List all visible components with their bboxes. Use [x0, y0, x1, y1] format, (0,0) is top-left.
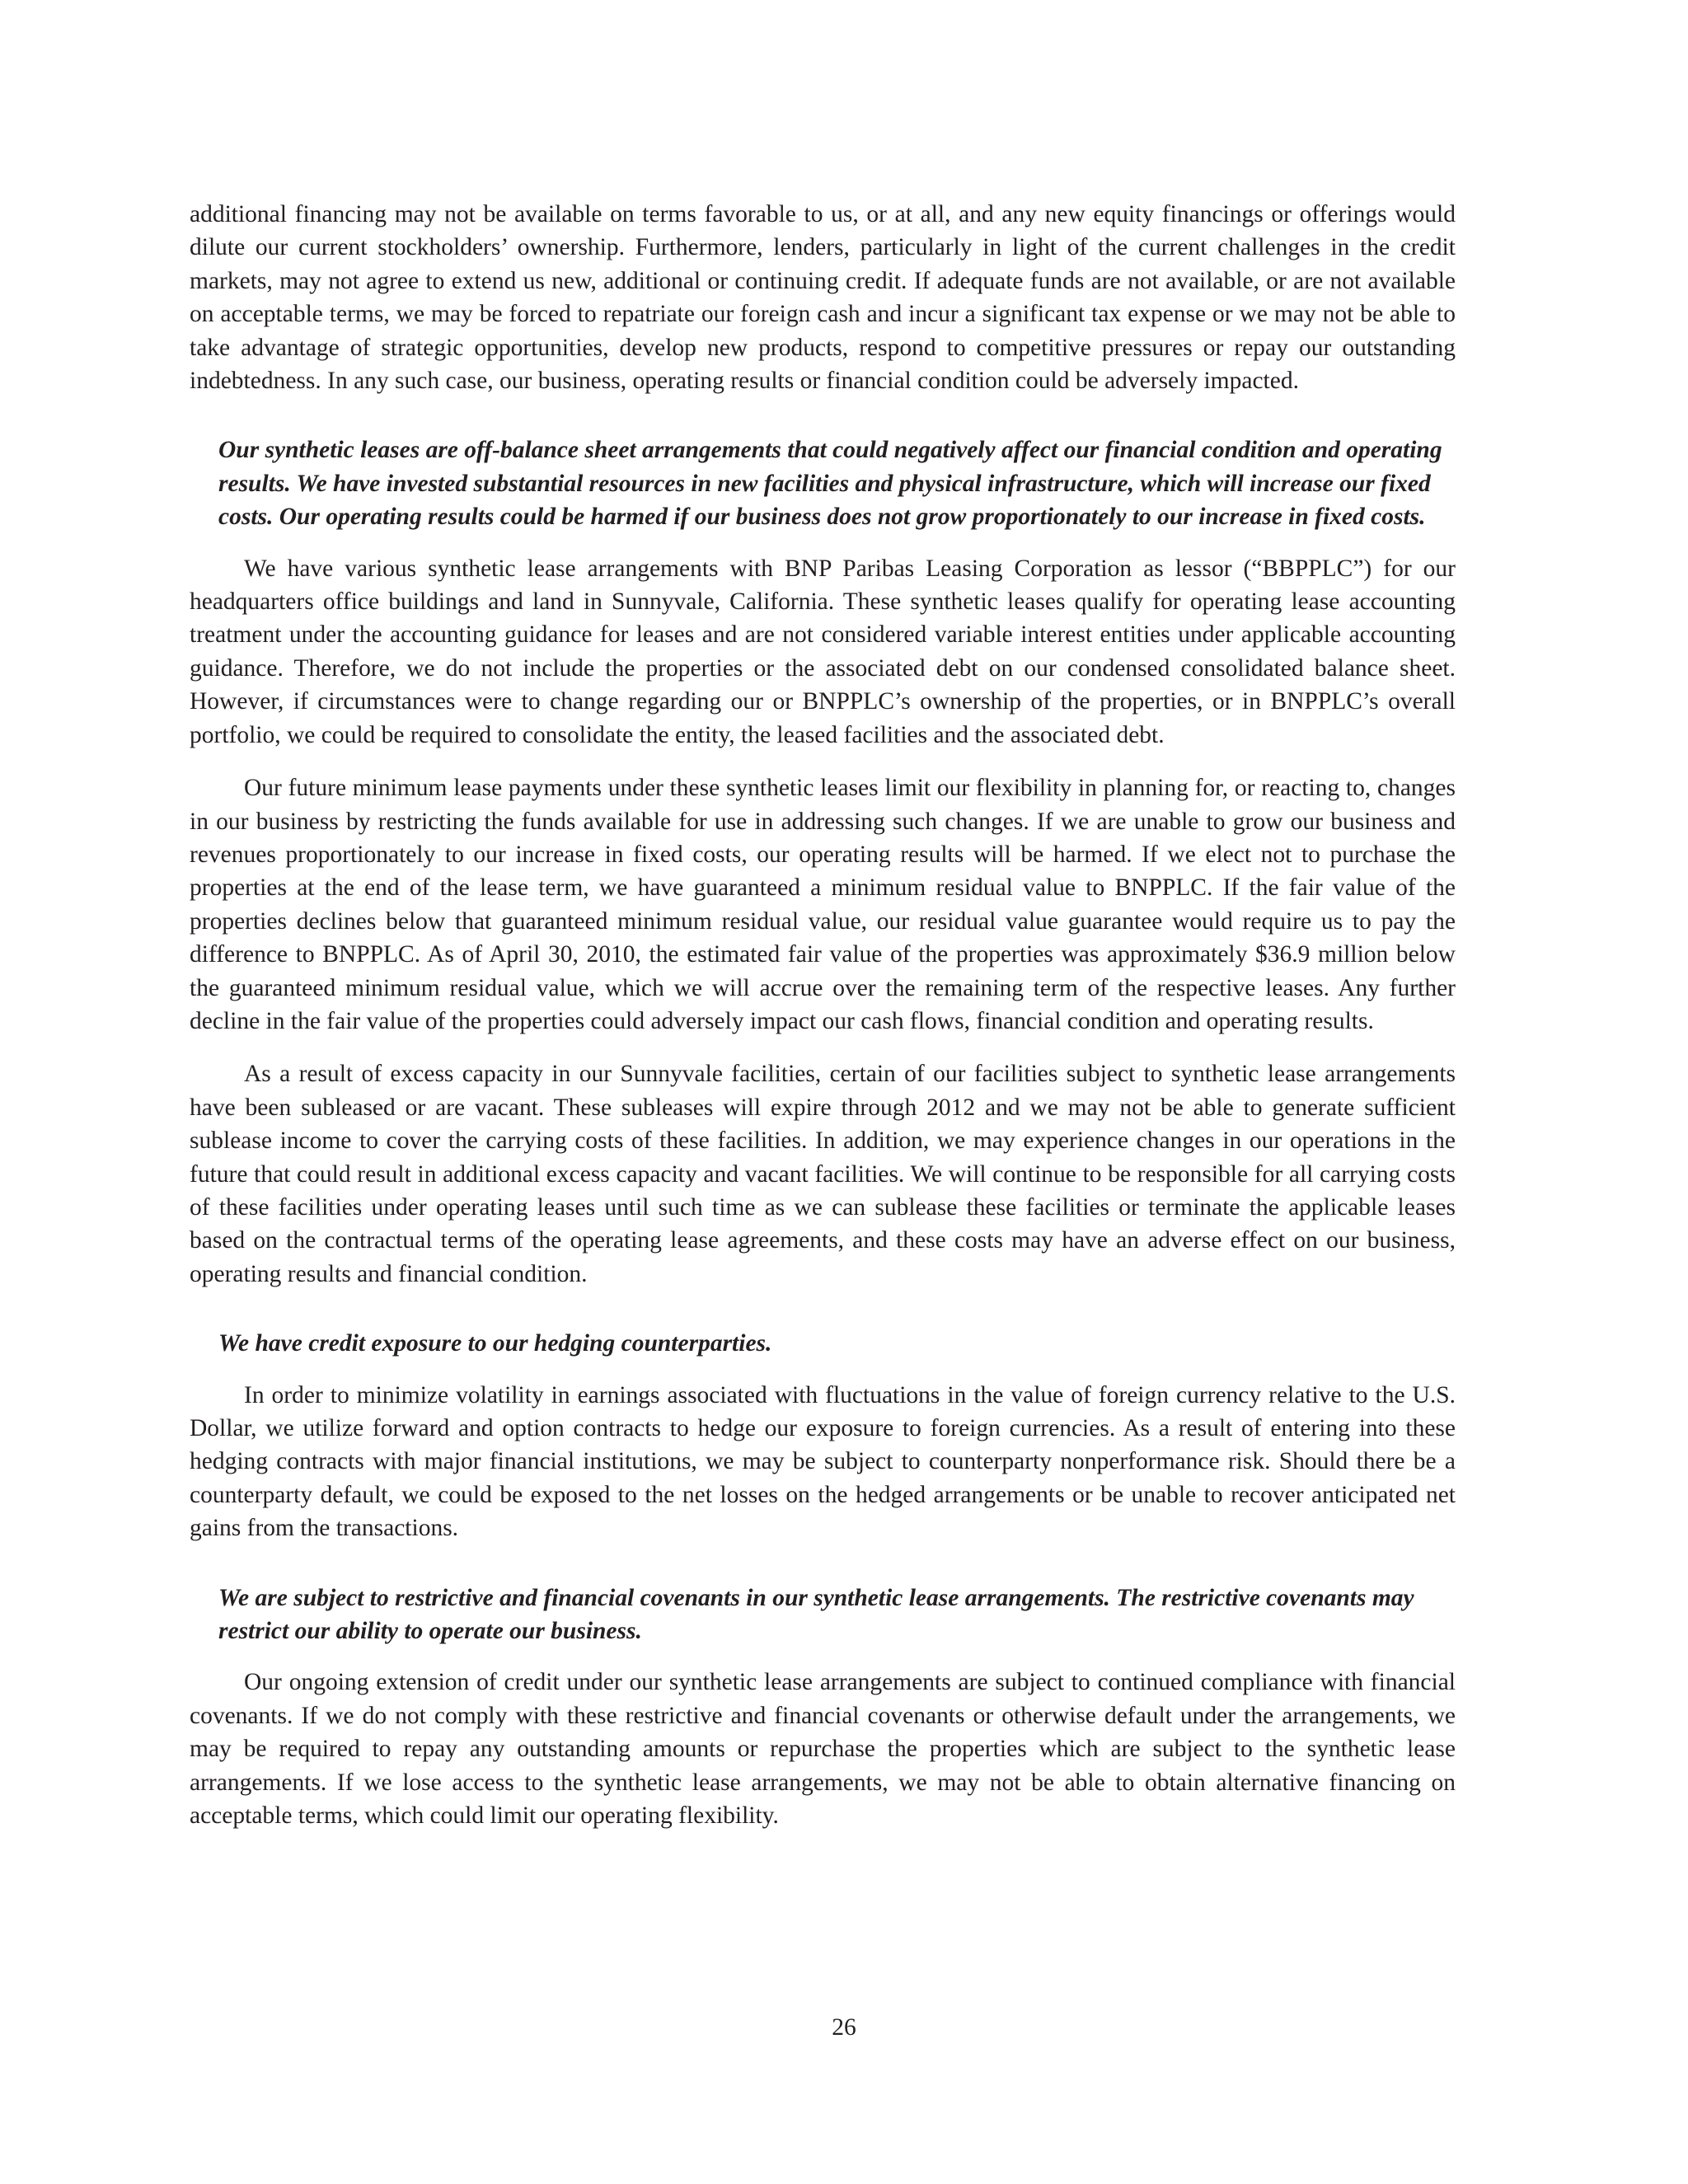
paragraph-credit-compliance: Our ongoing extension of credit under our synthetic lease arrangements are subject to continued compliance with financial covenants. If we do not comply with these restrictive and financial covenants or otherwise default under the arrangements, we may be required to repay any outstanding amounts or repurchase the properties which are subject to the synthetic lease arrangements. If we lose access to the synthetic lease arrangements, we may not be able to obtain alternative financing on acceptable terms, which could limit our operating flexibility.	[190, 1669, 1456, 1830]
heading-restrictive-covenants: We are subject to restrictive and financial covenants in our synthetic lease arrangements. The restrictive covenants may restrict our ability to operate our business.	[218, 1584, 1414, 1645]
paragraph-excess-capacity: As a result of excess capacity in our Sunnyvale facilities, certain of our facilities subject to synthetic lease arrangements have been subleased or are vacant. These subleases will expire through 2012 and we may not be able to generate sufficient sublease income to cover the carrying costs of these facilities. In addition, we may experience changes in our operations in the future that could result in additional excess capacity and vacant facilities. We will continue to be responsible for all carrying costs of these facilities under operating leases until such time as we can sublease these facilities or terminate the applicable leases based on the contractual terms of the operating lease agreements, and these costs may have an adverse effect on our business, operating results and financial condition.	[190, 1061, 1456, 1287]
heading-credit-exposure: We have credit exposure to our hedging counterparties.	[218, 1330, 772, 1357]
heading-synthetic-leases: Our synthetic leases are off-balance sheet arrangements that could negatively affect our financial condition and operating results. We have invested substantial resources in new facilities and physical infrastructure, which will increase our fixed costs. Our operating results could be harmed if our business does not grow proportionately to our increase in fixed costs.	[218, 437, 1442, 531]
page-number: 26	[832, 2014, 856, 2041]
document-page	[190, 198, 1456, 1832]
paragraph-minimum-lease-payments: Our future minimum lease payments under these synthetic leases limit our flexibility in planning for, or reacting to, changes in our business by restricting the funds available for use in addressing such changes. If we are unable to grow our business and revenues proportionately to our increase in fixed costs, our operating results will be harmed. If we elect not to purchase the properties at the end of the lease term, we have guaranteed a minimum residual value to BNPPLC. If the fair value of the properties declines below that guaranteed minimum residual value, our residual value guarantee would require us to pay the difference to BNPPLC. As of April 30, 2010, the estimated fair value of the properties was approximately $36.9 million below the guaranteed minimum residual value, which we will accrue over the remaining term of the respective leases. Any further decline in the fair value of the properties could adversely impact our cash flows, financial condition and operating results.	[190, 775, 1456, 1034]
paragraph-lease-arrangements: We have various synthetic lease arrangements with BNP Paribas Leasing Corporation as lessor (“BBPPLC”) for our headquarters office buildings and land in Sunnyvale, California. These synthetic leases qualify for operating lease accounting treatment under the accounting guidance for leases and are not considered variable interest entities under applicable accounting guidance. Therefore, we do not include the properties or the associated debt on our condensed consolidated balance sheet. However, if circumstances were to change regarding our or BNPPLC’s ownership of the properties, or in BNPPLC’s overall portfolio, we could be required to consolidate the entity, the leased facilities and the associated debt.	[190, 555, 1456, 748]
paragraph-hedging: In order to minimize volatility in earnings associated with fluctuations in the value of foreign currency relative to the U.S. Dollar, we utilize forward and option contracts to hedge our exposure to foreign currencies. As a result of entering into these hedging contracts with major financial institutions, we may be subject to counterparty nonperformance risk. Should there be a counterparty default, we could be exposed to the net losses on the hedged arrangements or be unable to recover anticipated net gains from the transactions.	[190, 1381, 1456, 1542]
paragraph-financing-availability: additional financing may not be available on terms favorable to us, or at all, and any new equity financings or offerings would dilute our current stockholders’ ownership. Furthermore, lenders, particularly in light of the current challenges in the credit markets, may not agree to extend us new, additional or continuing credit. If adequate funds are not available, or are not available on acceptable terms, we may be forced to repatriate our foreign cash and incur a significant tax expense or we may not be able to take advantage of strategic opportunities, develop new products, respond to competitive pressures or repay our outstanding indebtedness. In any such case, our business, operating results or financial condition could be adversely impacted.	[190, 201, 1456, 395]
